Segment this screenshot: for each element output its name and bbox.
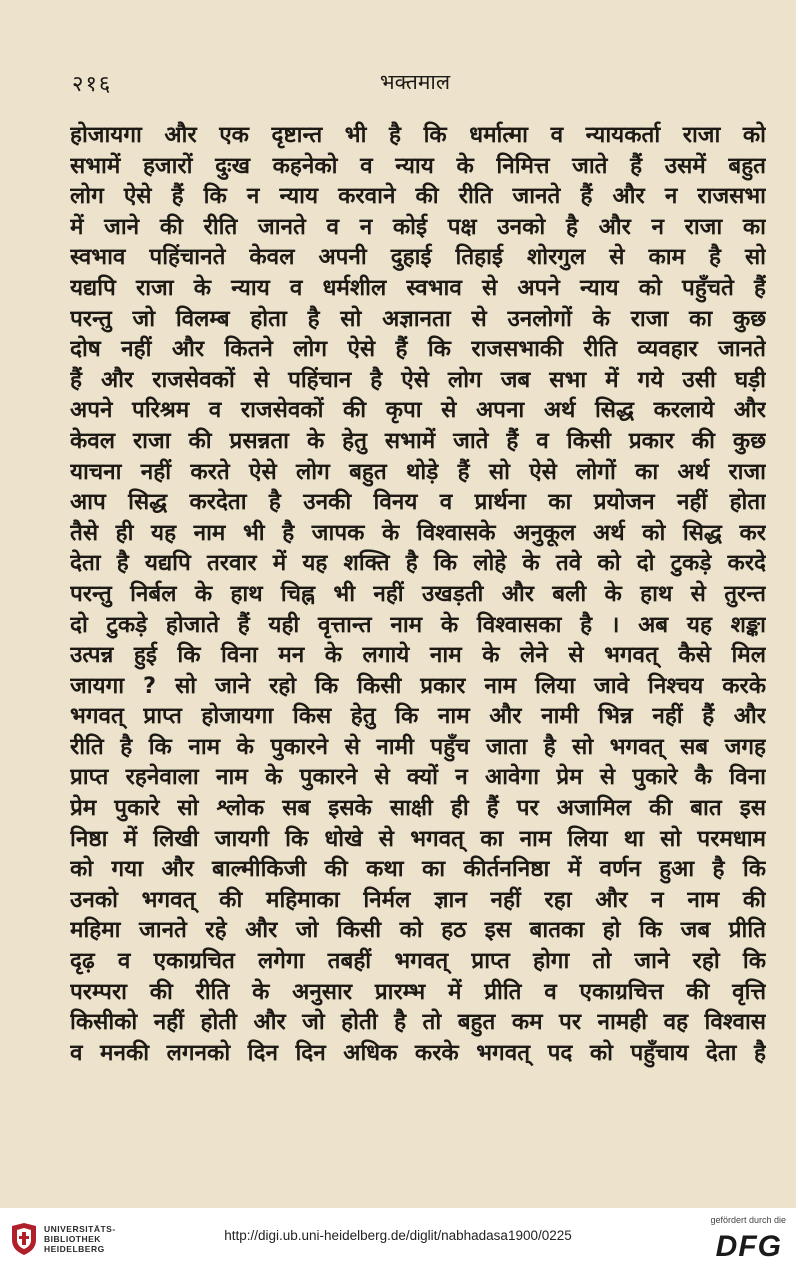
funder-note: gefördert durch die — [710, 1215, 786, 1225]
text-line: भगवत् प्राप्त होजायगा किस हेतु कि नाम और नामी भिन्न नहीं हैं और — [70, 703, 766, 730]
text-line: दृढ़ व एकाग्रचित लगेगा तबहीं भगवत् प्राप्त होगा तो जाने रहो कि — [70, 948, 766, 975]
text-line: अपने परिश्रम व राजसेवकों की कृपा से अपना अर्थ सिद्ध करलाये और — [70, 397, 766, 424]
text-line: दो टुकड़े होजाते हैं यही वृत्तान्त नाम के विश्वासका है । अब यह शङ्का — [70, 611, 766, 638]
text-line: रीति है कि नाम के पुकारने से नामी पहुँच जाता है सो भगवत् सब जगह — [70, 733, 766, 760]
text-line: निष्ठा में लिखी जायगी कि धोखे से भगवत् का नाम लिया था सो परमधाम — [70, 825, 766, 852]
text-line: स्वभाव पहिंचानते केवल अपनी दुहाई तिहाई शोरगुल से काम है सो — [70, 244, 766, 271]
running-head — [72, 68, 758, 102]
text-line: परम्परा की रीति के अनुसार प्रारम्भ में प्रीति व एकाग्रचित्त की वृत्ति — [70, 978, 766, 1005]
text-line: देता है यद्यपि तरवार में यह शक्ति है कि लोहे के तवे को दो टुकड़े करदे — [70, 550, 766, 577]
book-title: भक्तमाल — [379, 70, 451, 94]
library-name-line: BIBLIOTHEK — [44, 1234, 101, 1244]
text-line: केवल राजा की प्रसन्नता के हेतु सभामें जाते हैं व किसी प्रकार की कुछ — [70, 427, 766, 454]
text-line: जायगा ? सो जाने रहो कि किसी प्रकार नाम लिया जावे निश्चय करके — [70, 672, 766, 699]
text-line: याचना नहीं करते ऐसे लोग बहुत थोड़े हैं सो ऐसे लोगों का अर्थ राजा — [70, 458, 766, 485]
body-text — [70, 120, 766, 1068]
text-line: तैसे ही यह नाम भी है जापक के विश्वासके अनुकूल अर्थ को सिद्ध कर — [70, 519, 766, 546]
text-line: उनको भगवत् की महिमाका निर्मल ज्ञान नहीं रहा और न नाम की — [70, 886, 766, 913]
text-line: को गया और बाल्मीकिजी की कथा का कीर्तननिष्ठा में वर्णन हुआ है कि — [70, 856, 766, 883]
library-name-line: HEIDELBERG — [44, 1244, 105, 1254]
text-line: होजायगा और एक दृष्टान्त भी है कि धर्मात्मा व न्यायकर्ता राजा को — [70, 122, 766, 148]
text-line: प्रेम पुकारे सो श्लोक सब इसके साक्षी ही हैं पर अजामिल की बात इस — [70, 795, 766, 822]
text-line: आप सिद्ध करदेता है उनकी विनय व प्रार्थना का प्रयोजन नहीं होता — [70, 489, 766, 516]
source-url-link[interactable]: http://digi.ub.uni-heidelberg.de/diglit/nabhadasa1900/0225 — [224, 1228, 572, 1243]
text-line: महिमा जानते रहे और जो किसी को हठ इस बातका हो कि जब प्रीति — [70, 917, 766, 944]
text-line: परन्तु जो विलम्ब होता है सो अज्ञानता से उनलोगों के राजा का कुछ — [70, 305, 766, 332]
page-number: २१६ — [72, 72, 113, 97]
text-line: परन्तु निर्बल के हाथ चिह्न भी नहीं उखड़ती और बली के हाथ से तुरन्त — [70, 580, 766, 607]
text-line: व मनकी लगनको दिन दिन अधिक करके भगवत् पद को पहुँचाय देता है — [70, 1039, 766, 1066]
dfg-logo: DFG — [715, 1230, 782, 1263]
text-line: लोग ऐसे हैं कि न न्याय करवाने की रीति जानते हैं और न राजसभा — [70, 183, 766, 210]
text-line: में जाने की रीति जानते व न कोई पक्ष उनको है और न राजा का — [70, 213, 766, 240]
library-name-line: UNIVERSITÄTS- — [44, 1224, 116, 1234]
text-line: सभामें हजारों दुःख कहनेको व न्याय के निमित्त जाते हैं उसमें बहुत — [70, 152, 766, 179]
text-line: उत्पन्न हुई कि विना मन के लगाये नाम के लेने से भगवत् कैसे मिल — [70, 642, 766, 669]
text-line: प्राप्त रहनेवाला नाम के पुकारने से क्यों न आवेगा प्रेम से पुकारे कै विना — [70, 764, 766, 791]
text-line: दोष नहीं और कितने लोग ऐसे हैं कि राजसभाकी रीति व्यवहार जानते — [70, 336, 766, 363]
text-line: किसीको नहीं होती और जो होती है तो बहुत कम पर नामही वह विश्वास — [70, 1009, 766, 1036]
text-line: हैं और राजसेवकों से पहिंचान है ऐसे लोग जब सभा में गये उसी घड़ी — [70, 366, 766, 393]
footer-bar — [0, 1208, 796, 1271]
text-line: यद्यपि राजा के न्याय व धर्मशील स्वभाव से अपने न्याय को पहुँचते हैं — [70, 274, 766, 301]
